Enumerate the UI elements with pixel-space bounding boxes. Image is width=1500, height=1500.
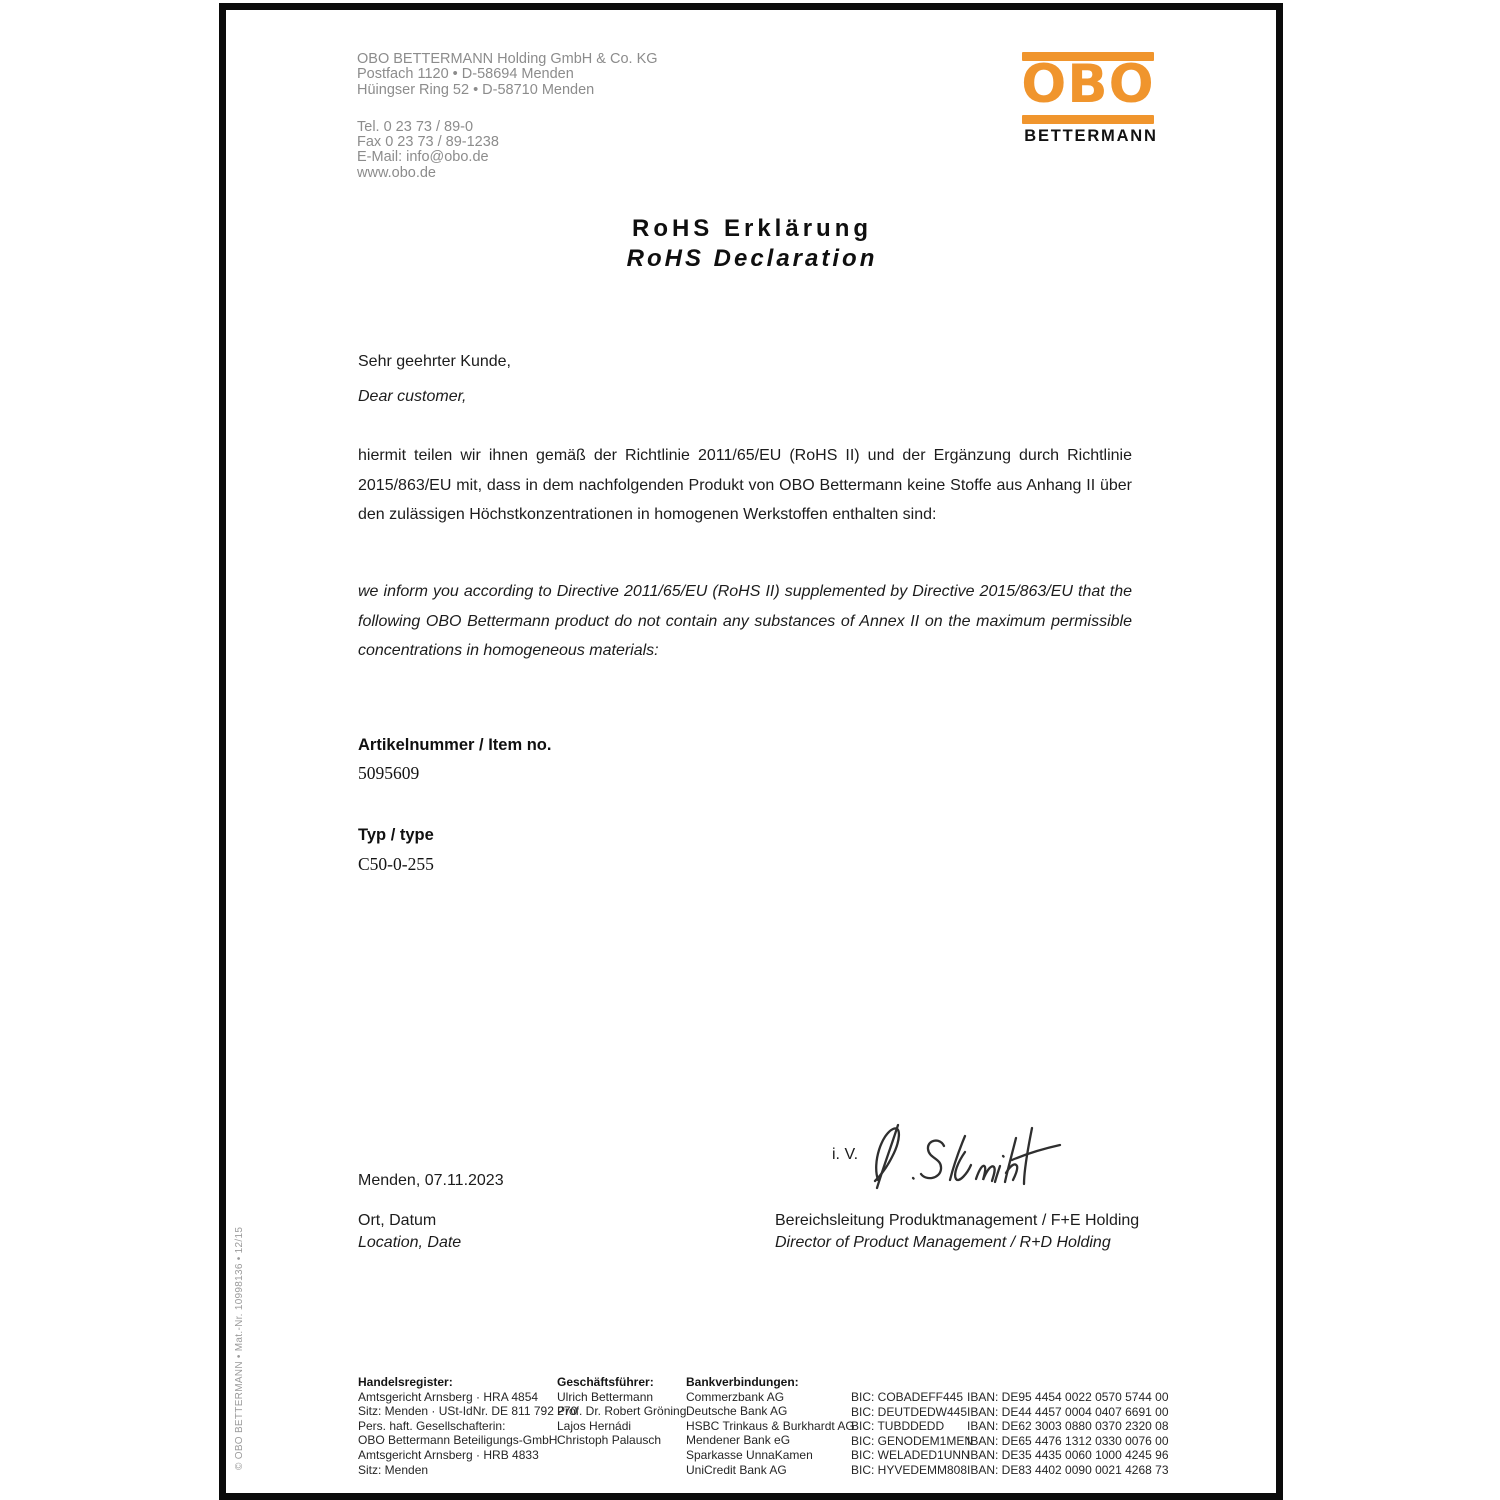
bank-bic: BIC: TUBDDEDD	[851, 1419, 945, 1434]
bank-iban: IBAN: DE62 3003 0880 0370 2320 08	[967, 1419, 1169, 1434]
place-date-value: Menden, 07.11.2023	[358, 1172, 504, 1189]
phone-line: Tel. 0 23 73 / 89-0	[357, 118, 474, 135]
iv-prefix: i. V.	[832, 1146, 859, 1163]
trade-register-line: OBO Bettermann Beteiligungs-GmbH	[358, 1433, 558, 1448]
type-label: Typ / type	[358, 826, 434, 844]
footer-bic-column	[851, 1390, 973, 1478]
contact-block	[357, 120, 658, 181]
bank-bic: BIC: DEUTDEDW445	[851, 1404, 968, 1419]
bank-bic: BIC: WELADED1UNN	[851, 1448, 970, 1463]
place-date-label-german: Ort, Datum	[358, 1212, 437, 1229]
footer-managing-directors	[557, 1375, 686, 1448]
managing-director: Ulrich Bettermann	[557, 1389, 654, 1404]
trade-register-label: Handelsregister:	[358, 1375, 453, 1389]
trade-register-line: Sitz: Menden	[358, 1462, 429, 1477]
fax-line: Fax 0 23 73 / 89-1238	[357, 134, 499, 151]
item-number-value: 5095609	[358, 763, 420, 783]
body-paragraph-english: we inform you according to Directive 2011/65/EU (RoHS II) supplemented by Directive 2015/863/EU that the following OBO Bettermann product do not contain any substances of Annex II on the maximum permissible concentrations in homogeneous materials:	[358, 583, 1132, 659]
postbox-line: Postfach 1120 • D-58694 Menden	[357, 66, 574, 83]
body-paragraph-german: hiermit teilen wir ihnen gemäß der Richtlinie 2011/65/EU (RoHS II) und der Ergänzung durch Richtlinie 2015/863/EU mit, dass in dem nachfolgenden Produkt von OBO Bettermann keine Stoffe aus Anhang II über den zulässigen Höchstkonzentrationen in homogenen Werkstoffen enthalten sind:	[358, 447, 1132, 523]
bank-iban: IBAN: DE83 4402 0090 0021 4268 73	[967, 1462, 1169, 1477]
side-material-number: © OBO BETTERMANN • Mat.-Nr. 10998136 • 12/15	[234, 1226, 245, 1470]
footer-trade-register	[358, 1375, 577, 1477]
greeting-german: Sehr geehrter Kunde,	[358, 353, 511, 370]
sender-address-block	[357, 52, 658, 181]
trade-register-line: Amtsgericht Arnsberg · HRA 4854	[358, 1389, 539, 1404]
title-german: RoHS Erklärung	[631, 215, 873, 242]
obo-logo-wordmark: OBO	[1021, 54, 1155, 115]
footer-bank-names	[686, 1375, 855, 1477]
bank-name: UniCredit Bank AG	[686, 1462, 787, 1477]
company-address	[357, 52, 658, 98]
bank-bic: BIC: COBADEFF445	[851, 1390, 964, 1404]
bank-details-label: Bankverbindungen:	[686, 1375, 799, 1389]
signer-role-english: Director of Product Management / R+D Holding	[775, 1234, 1111, 1251]
bettermann-logo-text: BETTERMANN	[1024, 127, 1158, 145]
footer-iban-column	[967, 1390, 1169, 1478]
title-english: RoHS Declaration	[626, 245, 878, 272]
managing-director: Christoph Palausch	[557, 1433, 662, 1448]
signer-role-german: Bereichsleitung Produktmanagement / F+E Holding	[775, 1212, 1140, 1229]
letter-title	[360, 214, 1144, 274]
bank-name: Commerzbank AG	[686, 1389, 785, 1404]
managing-director: Lajos Hernádi	[557, 1418, 632, 1433]
trade-register-line: Pers. haft. Gesellschafterin:	[358, 1418, 506, 1433]
bank-name: Deutsche Bank AG	[686, 1404, 788, 1419]
trade-register-line: Amtsgericht Arnsberg · HRB 4833	[358, 1447, 539, 1462]
logo-bottom-bar	[1022, 115, 1154, 124]
greeting-english: Dear customer,	[358, 388, 467, 405]
item-number-label: Artikelnummer / Item no.	[358, 736, 552, 754]
bank-name: Mendener Bank eG	[686, 1433, 791, 1448]
type-value: C50-0-255	[358, 854, 434, 874]
street-line: Hüingser Ring 52 • D-58710 Menden	[357, 81, 595, 98]
bank-iban: IBAN: DE95 4454 0022 0570 5744 00	[967, 1390, 1169, 1404]
bank-bic: BIC: HYVEDEMM808	[851, 1462, 968, 1477]
managing-director: Prof. Dr. Robert Gröning	[557, 1404, 687, 1419]
bank-iban: IBAN: DE65 4476 1312 0330 0076 00	[967, 1433, 1169, 1448]
company-name: OBO BETTERMANN Holding GmbH & Co. KG	[357, 51, 658, 67]
bank-iban: IBAN: DE35 4435 0060 1000 4245 96	[967, 1448, 1169, 1463]
bank-iban: IBAN: DE44 4457 0004 0407 6691 00	[967, 1404, 1169, 1419]
bank-bic: BIC: GENODEM1MEN	[851, 1433, 974, 1448]
website-line: www.obo.de	[357, 164, 436, 181]
bank-name: HSBC Trinkaus & Burkhardt AG	[686, 1418, 855, 1433]
managing-directors-label: Geschäftsführer:	[557, 1375, 654, 1389]
trade-register-line: Sitz: Menden · USt-IdNr. DE 811 792 270	[358, 1404, 578, 1419]
bank-name: Sparkasse UnnaKamen	[686, 1447, 813, 1462]
place-date-label-english: Location, Date	[358, 1234, 462, 1251]
handwritten-signature	[862, 1114, 1072, 1204]
email-line: E-Mail: info@obo.de	[357, 149, 489, 166]
